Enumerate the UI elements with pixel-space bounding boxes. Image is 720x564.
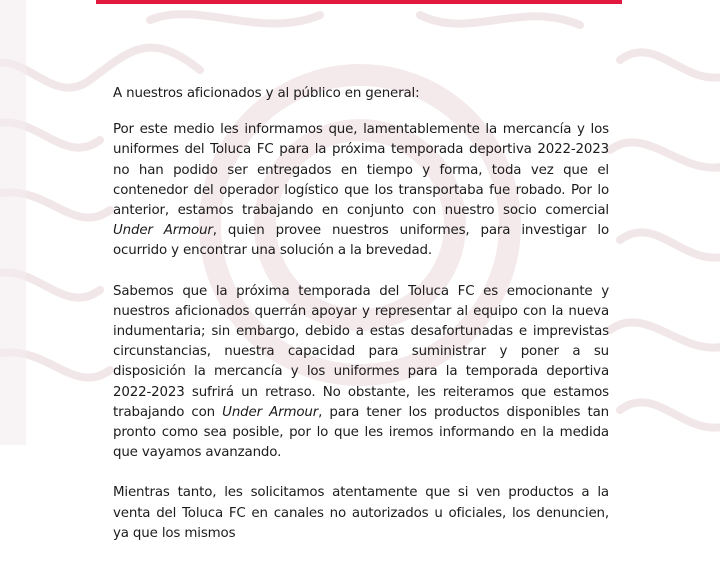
paragraph-merchandise-theft [113,120,609,261]
top-accent-bar [96,0,622,4]
paragraph-season-delay [113,282,609,464]
brand-under-armour: Under Armour [113,223,213,239]
paragraph-2-text-b: , para tener los productos disponibles tan pronto como sea posible, por lo que les iremos informando en la medida que vayamos avanzando. [113,404,610,461]
paragraph-1-text-a: Por este medio les informamos que, lamentablemente la mercancía y los uniformes del Toluca FC para la próxima temporada deportiva 2022-2023 no han podido ser entregados en tiempo y forma, toda vez que el contenedor del operador logístico que los transportaba fue robado. Por lo anterior, estamos trabajando en conjunto con nuestro socio comercial [113,122,609,219]
paragraph-2-text-a: Sabemos que la próxima temporada del Toluca FC es emocionante y nuestros aficionados querrán apoyar y representar al equipo con la nueva indumentaria; sin embargo, debido a estas desafortunadas e imprevistas circunstancias, nuestra capacidad para suministrar y poner a su disposición la mercancía y los uniformes para la temporada deportiva 2022-2023 sufrirá un retraso. No obstante, les reiteramos que estamos trabajando con [113,283,609,420]
brand-under-armour: Under Armour [222,404,319,420]
letter-greeting: A nuestros aficionados y al público en general: [113,86,420,101]
statement-letter [113,84,609,564]
paragraph-1-text-b: , quien provee nuestros uniformes, para investigar lo ocurrido y encontrar una solución a la brevedad. [113,223,610,259]
paragraph-report-unauthorized: Mientras tanto, les solicitamos atentamente que si ven productos a la venta del Toluca FC en canales no autorizados u oficiales, los denuncien, ya que los mismos [113,485,609,541]
